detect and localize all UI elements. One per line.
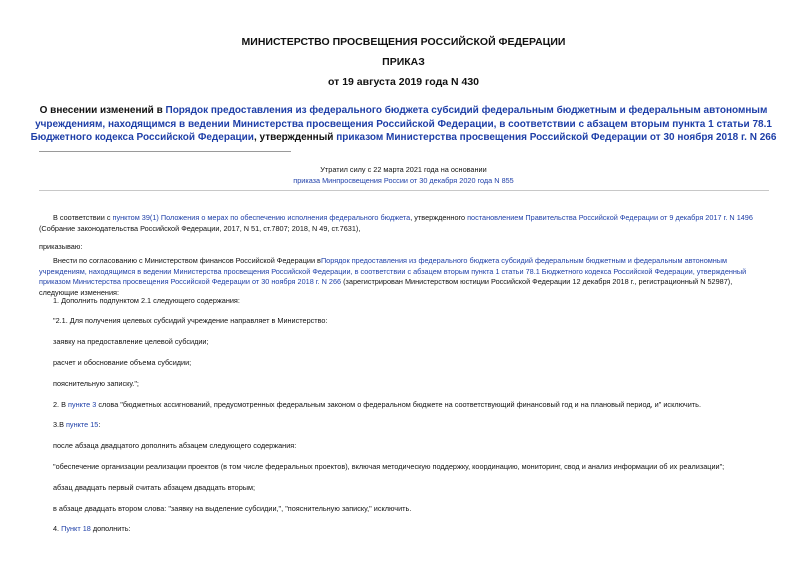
- link-clause-39-1[interactable]: пунктом 39(1) Положения о мерах по обеспечению исполнения федерального бюджета: [112, 213, 411, 222]
- ministry-heading: МИНИСТЕРСТВО ПРОСВЕЩЕНИЯ РОССИЙСКОЙ ФЕДЕРАЦИИ: [241, 36, 566, 48]
- link-clause-15[interactable]: пункте 15: [65, 420, 99, 429]
- item-1: 1. Дополнить подпунктом 2.1 следующего содержания:: [53, 296, 240, 305]
- quote-2-1: "2.1. Для получения целевых субсидий учреждение направляет в Министерство:: [53, 316, 328, 325]
- item-3: 3.В пункте 15:: [53, 420, 101, 429]
- item-2: 2. В пункте 3 слова "бюджетных ассигнований, предусмотренных федеральным законом о федеральном бюджете на соответствующий финансовый год и на плановый период, и" исключить.: [53, 400, 701, 409]
- link-clause-3[interactable]: пункте 3: [68, 400, 97, 409]
- title-link-order-procedure[interactable]: Порядок предоставления из федерального бюджета субсидий федеральным бюджетным и федеральным автономным учреждениям, находящимся в ведении Министерства просвещения Российской Федерации, в соответствии с абзацем вторым пункта 1 статьи 78.1 Бюджетного кодекса Российской Федерации: [30, 105, 772, 143]
- title-link-ministry-order[interactable]: приказом Министерства просвещения Российской Федерации от 30 ноября 2018 г. N 266: [336, 132, 777, 143]
- quote-explanatory-note: пояснительную записку.";: [53, 379, 139, 388]
- document-date-number: от 19 августа 2019 года N 430: [327, 76, 480, 88]
- status-note-link-line: [0, 176, 807, 185]
- line-paragraph-21: абзац двадцать первый считать абзацем двадцать вторым;: [53, 483, 256, 492]
- status-note: Утратил силу с 22 марта 2021 года на основании: [320, 165, 487, 174]
- divider-top: [39, 151, 291, 152]
- quote-calculation: расчет и обоснование объема субсидии;: [53, 358, 192, 367]
- item-4: 4. Пункт 18 дополнить:: [53, 524, 131, 533]
- paragraph-orders: приказываю:: [39, 242, 83, 251]
- link-government-resolution[interactable]: постановлением Правительства Российской Федерации от 9 декабря 2017 г. N 1496: [467, 213, 753, 222]
- link-procedure[interactable]: Порядок предоставления из федерального бюджета субсидий федеральным бюджетным и федеральным автономным учреждениям, находящимся в ведении Министерства просвещения Российской Федерации, в соответствии с абзацем вторым пункта 1 статьи 78.1 Бюджетного кодекса Российской Федерации, утвержденный приказом Министерства просвещения Российской Федерации от 30 ноября 2018 г. N 266: [39, 256, 747, 287]
- title-prefix: О внесении изменений в: [39, 105, 166, 116]
- line-after-paragraph-20: после абзаца двадцатого дополнить абзацем следующего содержания:: [53, 441, 297, 450]
- document-title: [30, 104, 777, 145]
- document-type-heading: ПРИКАЗ: [382, 56, 425, 68]
- paragraph-amendments: Внести по согласованию с Министерством финансов Российской Федерации вПорядок предоставления из федерального бюджета субсидий федеральным бюджетным и федеральным автономным учреждениям, находящимся в ведении Министерства просвещения Российской Федерации, в соответствии с абзацем вторым пункта 1 статьи 78.1 Бюджетного кодекса Российской Федерации, утвержденный приказом Министерства просвещения Российской Федерации от 30 ноября 2018 г. N 266 (зарегистрирован Министерством юстиции Российской Федерации 12 декабря 2018 г., регистрационный N 52987), следующие изменения:: [39, 256, 747, 297]
- quote-application: заявку на предоставление целевой субсидии;: [53, 337, 209, 346]
- line-paragraph-22: в абзаце двадцать втором слова: "заявку на выделение субсидии,", "пояснительную записку," исключить.: [53, 504, 412, 513]
- quote-projects: "обеспечение организации реализации проектов (в том числе федеральных проектов), включая методическую поддержку, координацию, мониторинг, свод и анализ информации об их реализации";: [53, 462, 725, 471]
- paragraph-basis: В соответствии с пунктом 39(1) Положения о мерах по обеспечению исполнения федерального бюджета, утвержденного постановлением Правительства Российской Федерации от 9 декабря 2017 г. N 1496 (Собрание законодательства Российской Федерации, 2017, N 51, ст.7807; 2018, N 49, ст.7631),: [39, 213, 753, 233]
- link-clause-18[interactable]: Пункт 18: [61, 524, 91, 533]
- status-link-repealing-order[interactable]: приказа Минпросвещения России от 30 декабря 2020 года N 855: [293, 176, 514, 185]
- divider-bottom: [39, 190, 769, 191]
- title-middle: , утвержденный: [253, 132, 337, 143]
